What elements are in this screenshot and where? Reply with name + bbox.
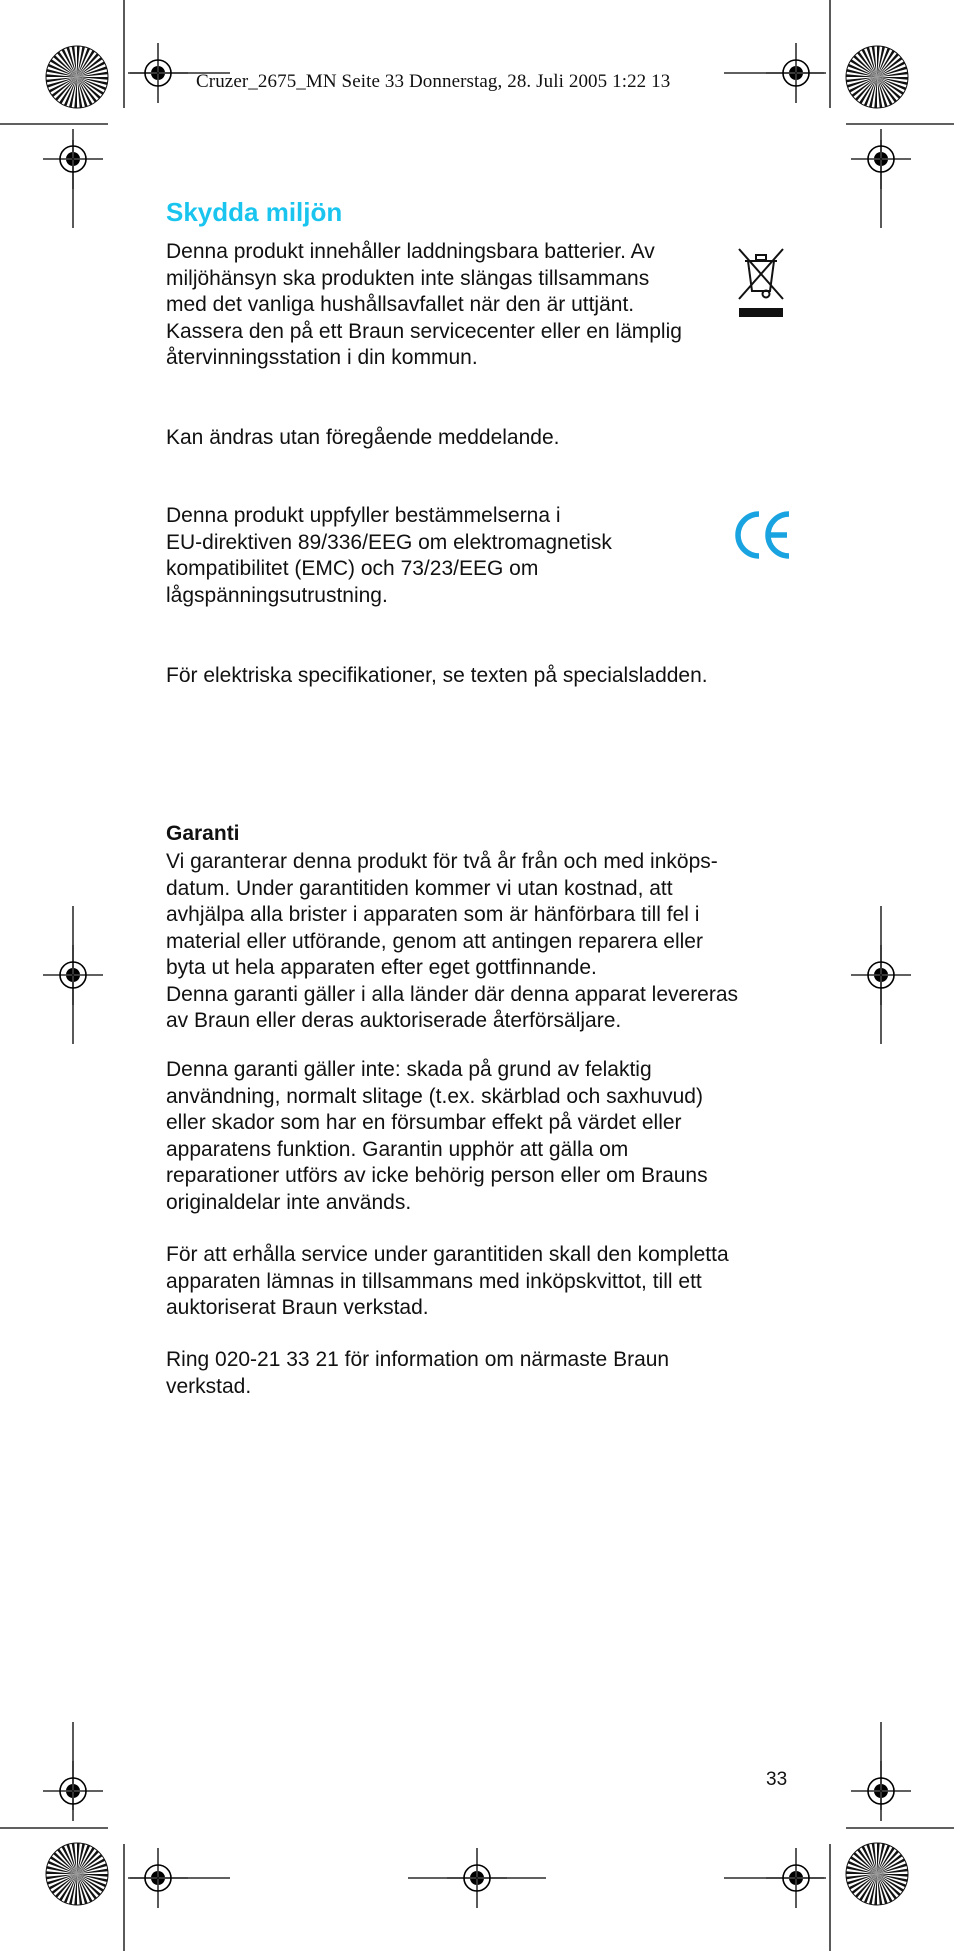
warranty-paragraph-1: Vi garanterar denna produkt för två år från och med inköps- datum. Under garantitiden kommer vi utan kostnad, att avhjälpa alla brister i apparaten som är hänförbara till fel i material eller utförande, genom att antingen reparera eller byta ut hela apparaten efter eget gottfinnande. Denna garanti gäller i alla länder där denna apparat levereras av Braun eller deras auktoriserade återförsäljare. [166, 850, 739, 1032]
page-number: 33 [766, 1769, 788, 1790]
crossed-out-wheelie-bin-icon [735, 245, 787, 319]
starburst-target-bottom-left [46, 1843, 108, 1905]
print-slug-header: Cruzer_2675_MN Seite 33 Donnerstag, 28. Juli 2005 1:22 13 [196, 71, 671, 92]
electrical-spec-note: För elektriska specifikationer, se texten på specialsladden. [166, 664, 708, 687]
section-title-environment: Skydda miljön [166, 197, 343, 227]
ce-mark-icon [733, 505, 793, 565]
warranty-heading: Garanti [166, 822, 240, 845]
starburst-target-top-left [46, 46, 108, 108]
ce-compliance-paragraph: Denna produkt uppfyller bestämmelserna i EU-direktiven 89/336/EEG om elektromagnetisk kompatibilitet (EMC) och 73/23/EEG om lågspänningsutrustning. [166, 504, 612, 607]
warranty-paragraph-2: Denna garanti gäller inte: skada på grund av felaktig användning, normalt slitage (t.ex. skärblad och saxhuvud) eller skador som har en försumbar effekt på värdet eller apparatens funktion. Garantin upphör att gälla om reparationer utförs av icke behörig person eller om Brauns originaldelar inte används. [166, 1058, 708, 1214]
warranty-paragraph-3: För att erhålla service under garantitiden skall den kompletta apparaten lämnas in tillsammans med inköpskvittot, till ett auktoriserat Braun verkstad. [166, 1243, 729, 1319]
change-notice: Kan ändras utan föregående meddelande. [166, 426, 560, 449]
environment-paragraph: Denna produkt innehåller laddningsbara batterier. Av miljöhänsyn ska produkten inte slängas tillsammans med det vanliga hushållsavfallet när den är uttjänt. Kassera den på ett Braun servicecenter eller en lämplig återvinningsstation i din kommun. [166, 240, 682, 369]
starburst-target-bottom-right [846, 1843, 908, 1905]
starburst-target-top-right [846, 46, 908, 108]
warranty-paragraph-4: Ring 020-21 33 21 för information om närmaste Braun verkstad. [166, 1348, 670, 1398]
